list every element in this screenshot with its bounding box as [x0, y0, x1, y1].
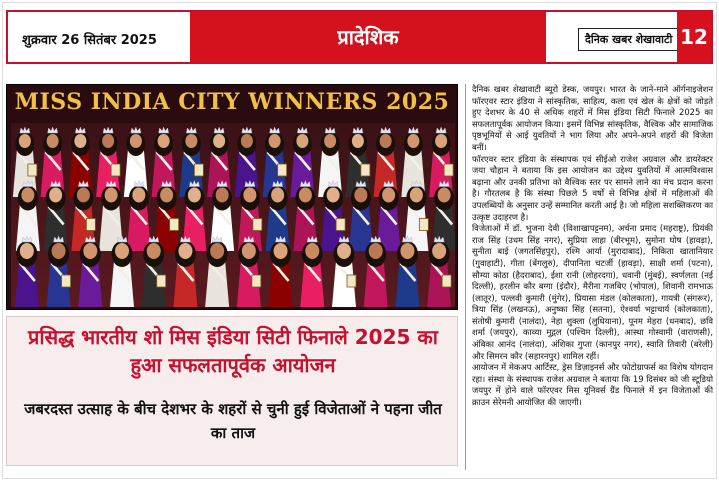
header-date: शुक्रवार 26 सितंबर 2025 — [22, 33, 157, 48]
contestant-figure — [427, 236, 451, 307]
contestant-figure — [364, 236, 388, 307]
article-paragraph: दैनिक खबर शेखावाटी ब्यूरो डेस्क, जयपुर। भारत के जाने-माने ऑर्गनाइजेशन फॉरएवर स्टार इंडिया ने सांस्कृतिक, साहित्य, कला एवं खेल के क्षेत्रों को जोड़ते हुए देशभर के 40 से अधिक शहरों में मिस इंडिया सिटी फिनाले 2025 का सफलतापूर्वक आयोजन किया। इसमें विभिन्न सांस्कृतिक, वैश्विक और सामाजिक पृष्ठभूमियों से आई युवतियों ने भाग लिया और अपने-अपने शहरों की विजेता बनीं। — [472, 84, 713, 152]
article-paragraph: फॉरएवर स्टार इंडिया के संस्थापक एवं सीईओ राजेश अग्रवाल और डायरेक्टर जया चौहान ने बताया कि इस आयोजन का उद्देश्य युवतियों में आत्मविश्वास बढ़ाना और उनकी प्रतिभा को वैश्विक स्तर पर सामने लाने का मंच प्रदान करना है। गौरतलब है कि संस्था पिछले 5 वर्षों से विभिन्न क्षेत्रों में महिलाओं की उपलब्धियों के अनुसार उन्हें सम्मानित करती आई है। जो महिला सशक्तिकरण का उत्कृष्ट उदाहरण है। — [472, 153, 713, 222]
article-body — [472, 84, 713, 474]
contestant-figure — [205, 236, 229, 307]
column-divider — [465, 84, 466, 470]
contestant-figure — [15, 236, 39, 307]
contestant-figure — [237, 236, 261, 307]
page-header — [6, 10, 713, 64]
contestant-figure — [142, 236, 166, 307]
contestant-figure — [173, 236, 197, 307]
sub-headline: जबरदस्त उत्साह के बीच देशभर के शहरों से चुनी हुई विजेताओं ने पहना जीत का ताज — [24, 400, 442, 442]
contestant-figure — [269, 236, 293, 307]
winners-group-photo — [6, 84, 458, 310]
winners-crowd-image — [11, 123, 455, 307]
contestant-figure — [78, 236, 102, 307]
page-number: 12 — [677, 12, 711, 62]
main-headline: प्रसिद्ध भारतीय शो मिस इंडिया सिटी फिनाले 2025 का हुआ सफलतापूर्वक आयोजन — [28, 325, 438, 377]
section-title: प्रादेशिक — [337, 25, 399, 49]
newspaper-name: दैनिक खबर शेखावाटी — [578, 28, 679, 51]
contestant-figure — [47, 236, 71, 307]
article-paragraph: आयोजन में मेकअप आर्टिस्ट, ड्रेस डिज़ाइनर्स और फोटोग्राफर्स का विशेष योगदान रहा। संस्था के संस्थापक राजेश अग्रवाल ने बताया कि 19 दिसंबर को जी स्टूडियो जयपुर में होने वाले फॉरएवर मिस यूनिवर्स ग्रैंड फिनाले में इन विजेताओं की क्राउन सेरेमनी आयोजित की जाएगी। — [472, 362, 713, 408]
contestant-figure — [110, 236, 134, 307]
contestant-figure — [395, 236, 419, 307]
article-paragraph: विजेताओं में डॉ. भुजना देवी (विशाखापट्टनम), अर्चना प्रमाद (महराष्ट्र), प्रियंकी राज सिंह (उधम सिंह नगर), सुप्रिया लाहा (बीरभूम), सुमोना घोष (हावड़ा), सुनीता बाई (जगतसिंहपुर), रश्मि आर्या (मुरादाबाद), निकिता खातानियार (गुवाहाटी), गीता (बेंगलुरु), दीपानिता चटर्जी (हावड़ा), साक्षी शर्मा (पटना), सौम्या कोठा (हैदराबाद), ईशा रानी (लोहरदगा), धवानी (मुंबई), स्वर्णलता (नई दिल्ली), हरलीन कौर बग्गा (इंदौर), मैरीना गजबिए (भोपाल), शिवानी रामभाऊ (लातूर), पल्लवी कुमारी (मुंगेर), प्रियासा मंडल (कोलकाता), गायत्री (संगरूर), त्रिया सिंह (लखनऊ), अनुष्का सिंह (सतना), ऐश्वर्या भट्टाचार्य (कोलकाता), संतोषी कुमारी (नालंदा), नेहा शुक्ला (लुधियाना), पूनम मेहरा (धनबाद), छवि शर्मा (जयपुर), काव्या मुद्गल (पश्चिम दिल्ली), आस्था गोस्वामी (वाराणसी), अंबिका आनंद (नालंदा), अंशिका गुप्ता (कानपुर नगर), स्वाति तिवारी (बरेली) और सिमरन कौर (सहारनपुर) शामिल रहीं। — [472, 223, 713, 361]
contestant-figure — [332, 236, 356, 307]
photo-banner-title: MISS INDIA CITY WINNERS 2025 — [14, 89, 450, 115]
contestant-figure — [300, 236, 324, 307]
headline-block — [6, 316, 458, 466]
section-banner — [190, 12, 546, 62]
